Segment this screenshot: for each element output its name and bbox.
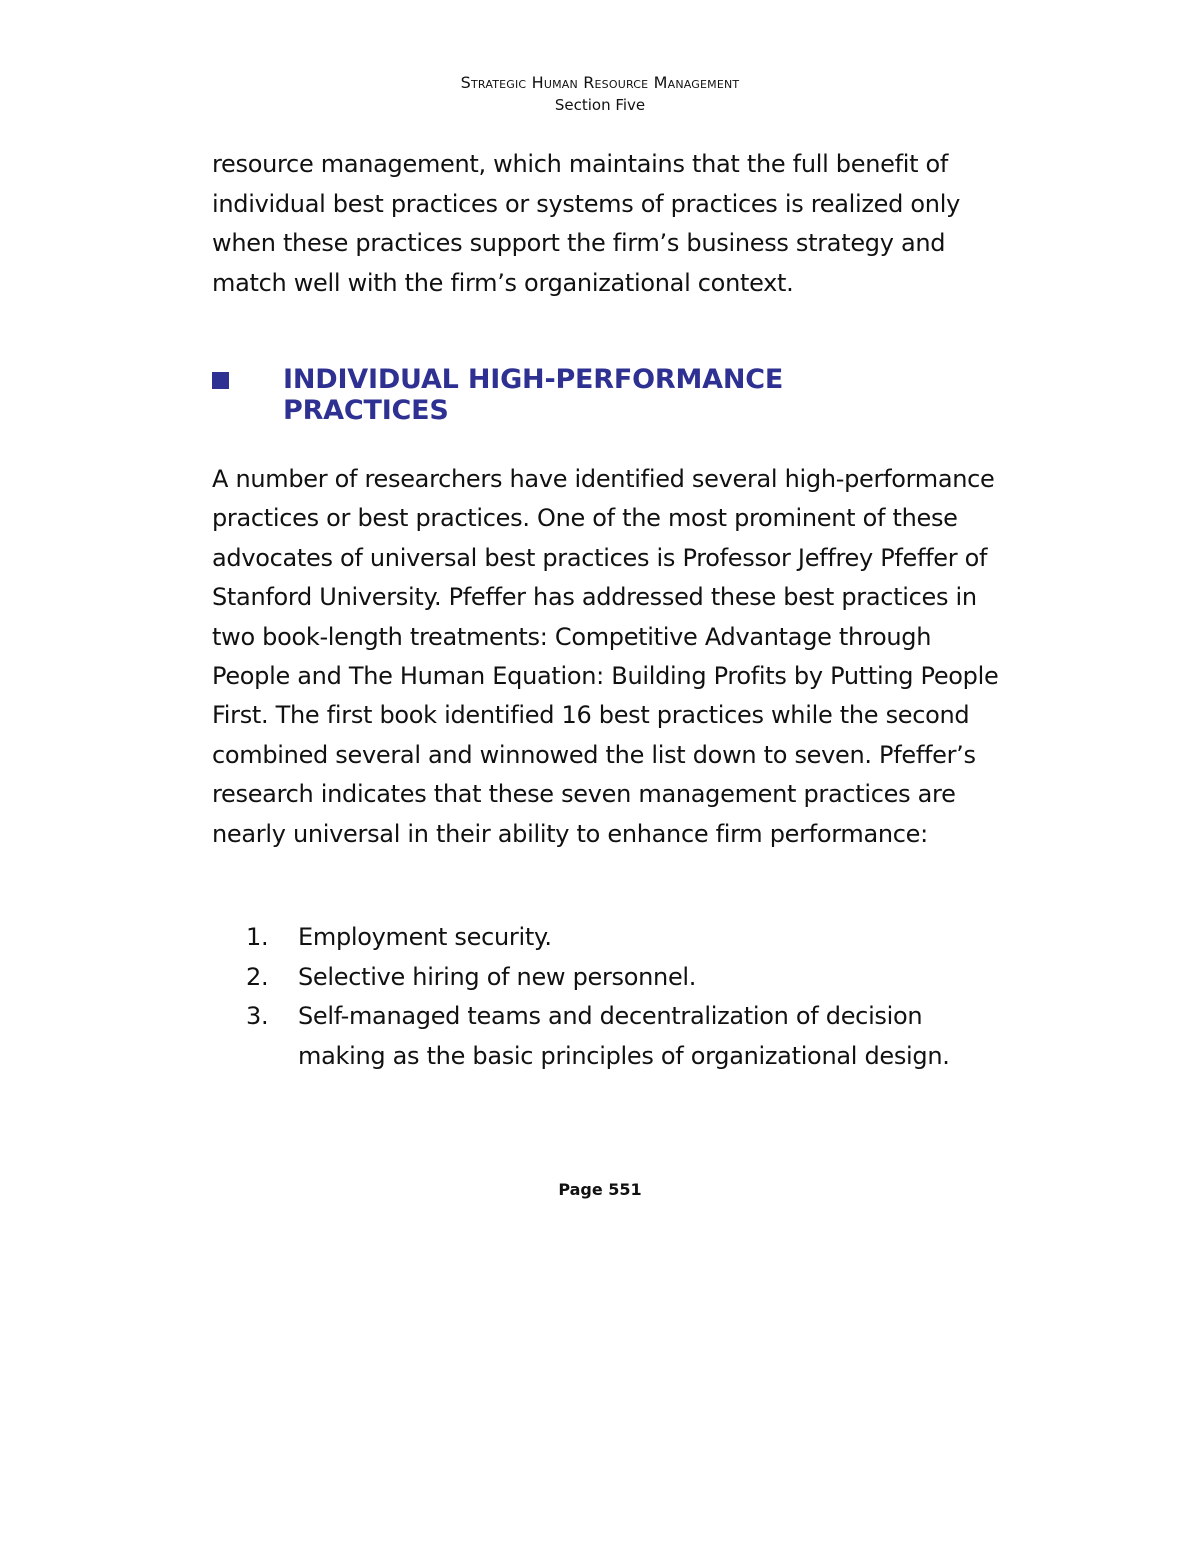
section-heading <box>212 364 1012 426</box>
list-item <box>246 997 1006 1076</box>
list-item-text: Employment security. <box>298 923 552 951</box>
list-item <box>246 958 1006 998</box>
page-number: Page 551 <box>558 1180 642 1199</box>
list-item-text: Selective hiring of new personnel. <box>298 962 697 991</box>
list-item-text: Self-managed teams and decentralization of decision making as the basic principles of organizational design. <box>298 1002 950 1070</box>
list-item-number: 2. <box>246 962 269 991</box>
list-item-number: 3. <box>246 1002 269 1030</box>
heading-line-1: INDIVIDUAL HIGH-PERFORMANCE <box>283 364 784 395</box>
list-item <box>246 918 1006 958</box>
intro-paragraph: resource management, which maintains that the full benefit of individual best practices or systems of practices is realized only when these practices support the firm’s business strategy and match well with the firm’s organizational context. <box>212 150 960 297</box>
best-practices-list <box>246 918 1006 1076</box>
page-header <box>0 72 1200 116</box>
square-bullet-icon <box>212 372 229 389</box>
section-heading-text <box>283 364 783 426</box>
running-subtitle: Section Five <box>554 96 646 114</box>
body-paragraph: A number of researchers have identified several high-performance practices or best practices. One of the most prominent of these advocates of universal best practices is Professor Jeffrey Pfeffer of Stanford University. Pfeffer has addressed these best practices in two book-length treatments: Competitive Advantage through People and The Human Equation: Building Profits by Putting People First. The first book identified 16 best practices while the second combined several and winnowed the list down to seven. Pfeffer’s research indicates that these seven management practices are nearly universal in their ability to enhance firm performance: <box>212 465 999 848</box>
heading-line-2: PRACTICES <box>283 395 449 426</box>
running-title: Strategic Human Resource Management <box>460 73 740 92</box>
list-item-number: 1. <box>246 923 269 951</box>
